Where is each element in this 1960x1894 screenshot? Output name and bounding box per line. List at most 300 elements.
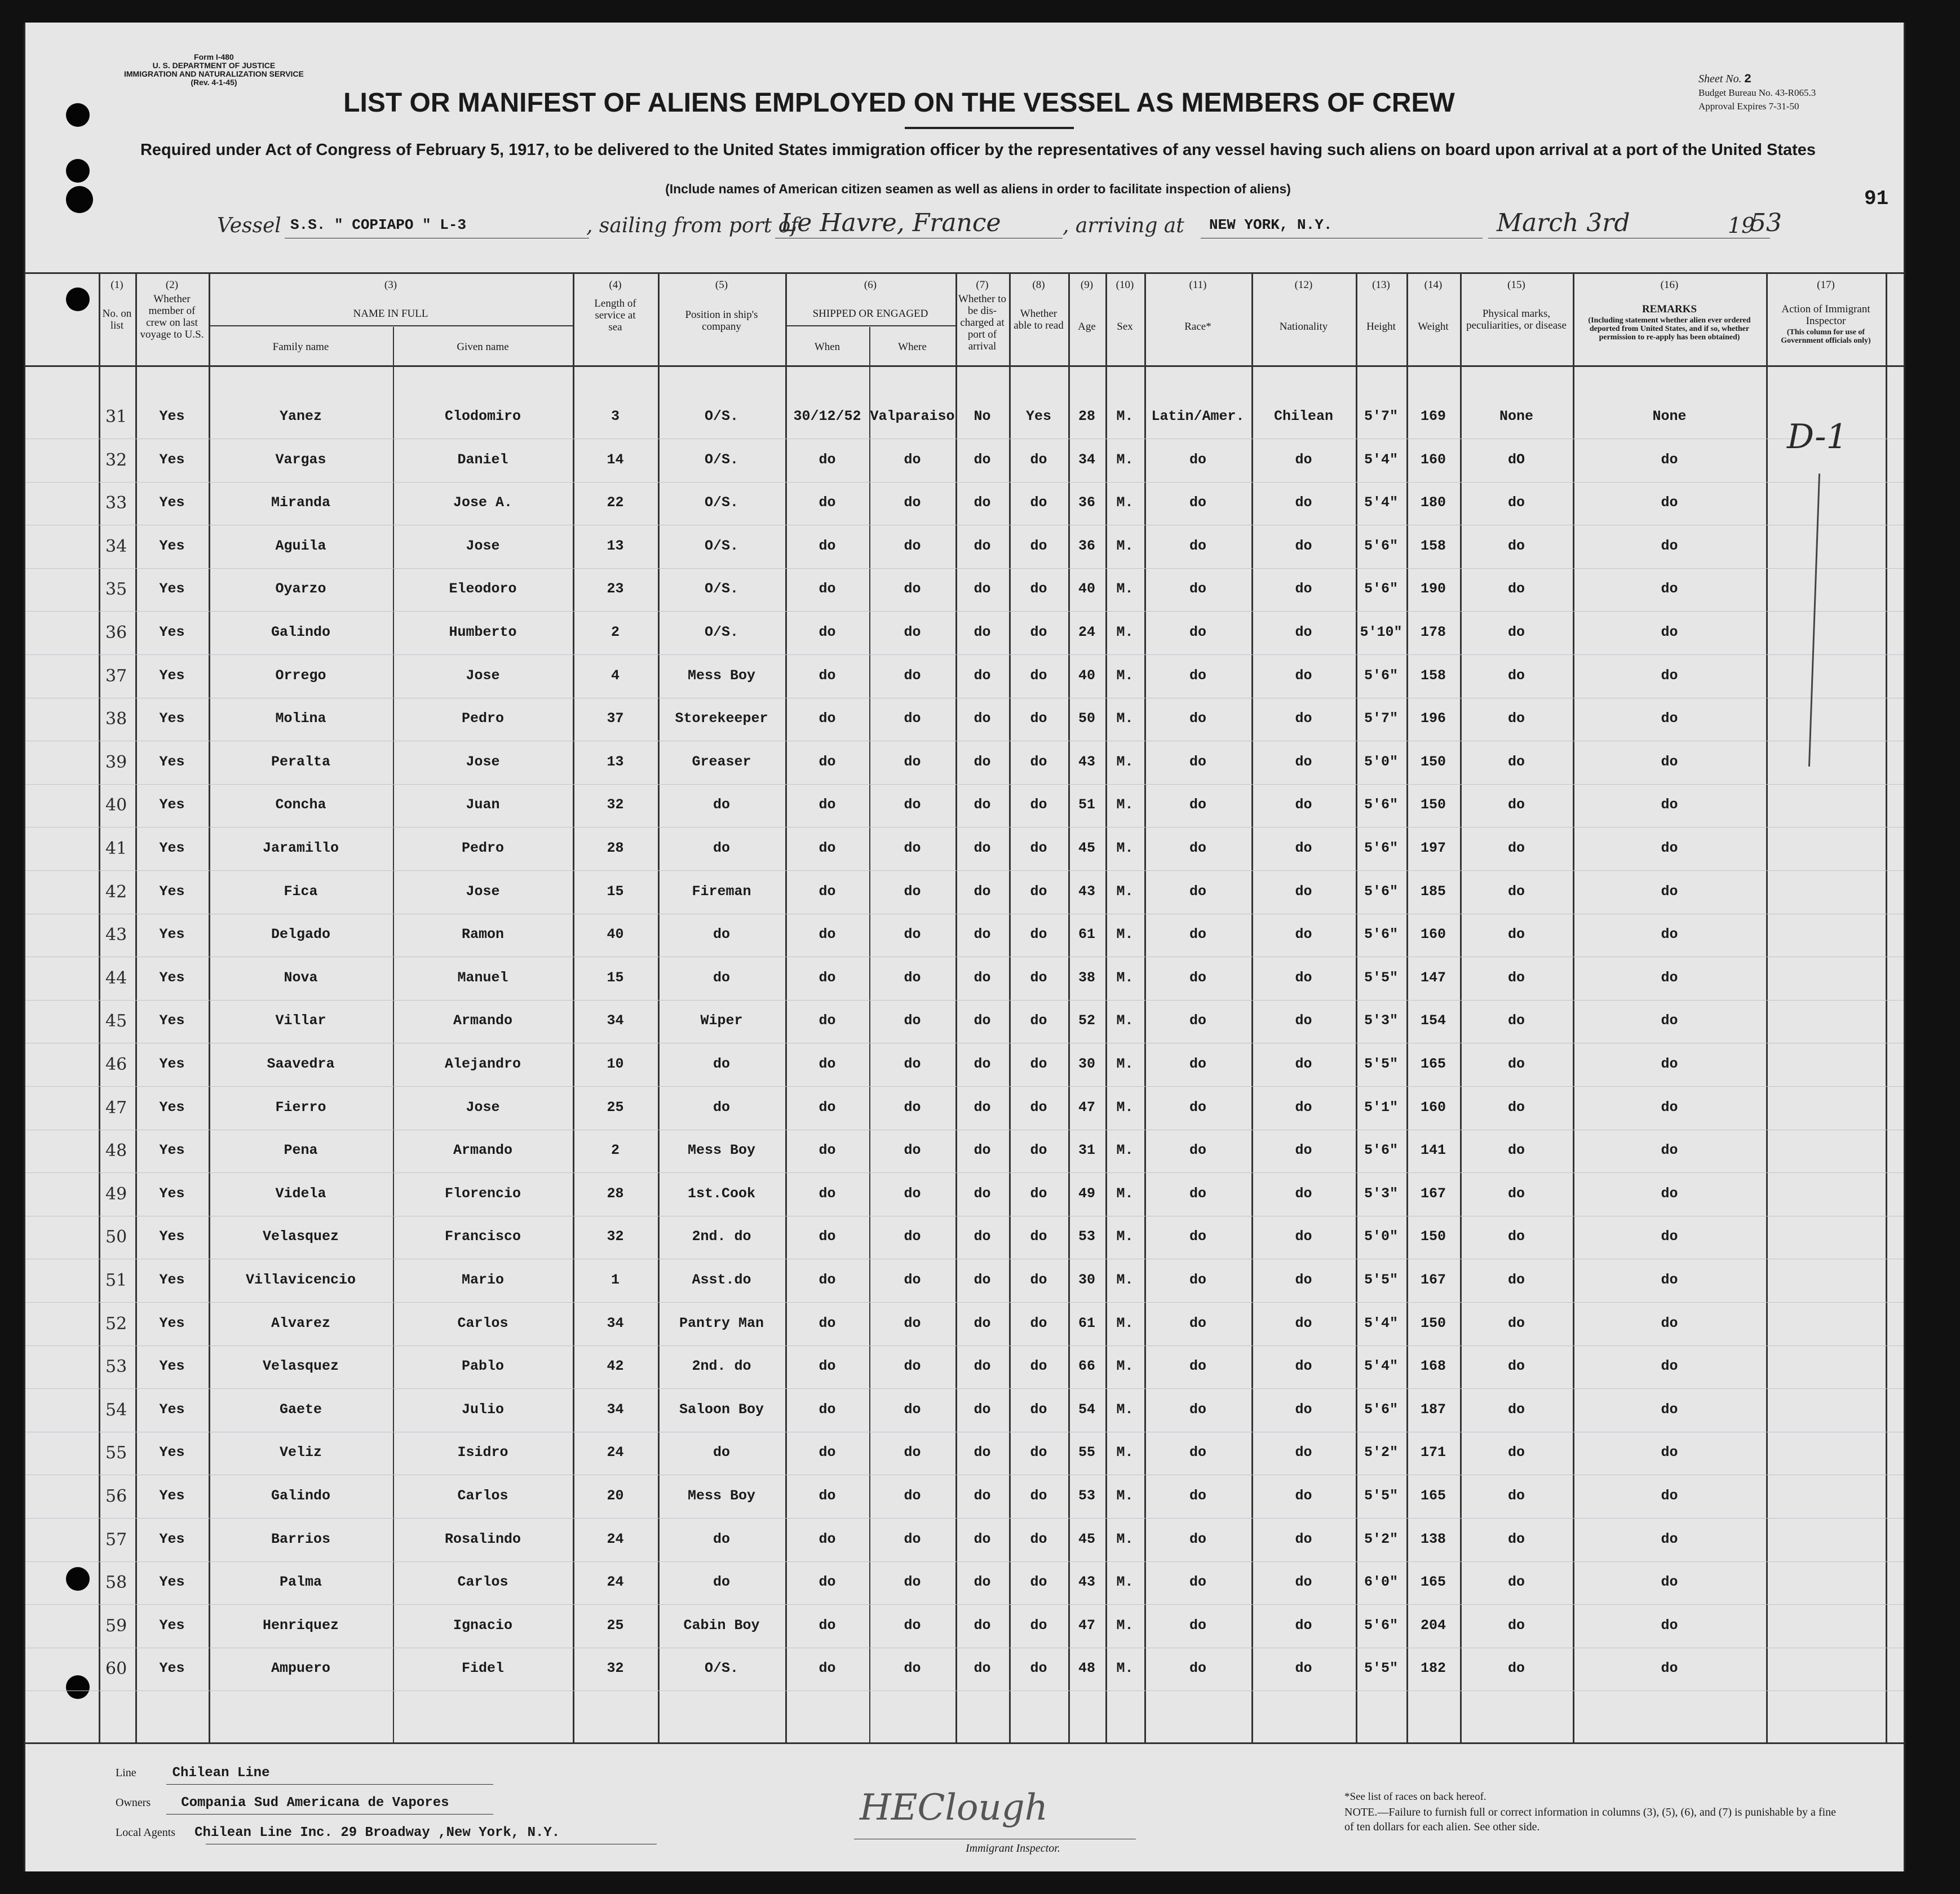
cell-height: 5'6" — [1364, 581, 1398, 597]
cell-nationality: Chilean — [1273, 408, 1334, 424]
cell-shipped-when: do — [818, 1315, 836, 1331]
row-rule — [25, 784, 1904, 785]
cell-discharge: do — [974, 1488, 991, 1504]
subtitle: Required under Act of Congress of February 5, 1917, to be delivered to the United States immigration officer by the representatives of any vessel having such aliens on board upon arrival at a port of the United States — [140, 141, 1816, 159]
cell-last-voyage: Yes — [159, 970, 185, 986]
cell-given-name: Francisco — [444, 1228, 521, 1245]
arrival-port: NEW YORK, N.Y. — [1209, 216, 1333, 233]
cell-nationality: do — [1295, 1488, 1312, 1504]
cell-discharge: do — [974, 1401, 991, 1418]
cell-age: 28 — [1078, 408, 1095, 424]
cell-position: do — [713, 840, 730, 856]
cell-family-name: Fierro — [275, 1099, 326, 1116]
cell-service: 3 — [610, 408, 620, 424]
cell-given-name: Carlos — [457, 1488, 508, 1504]
cell-able-to-read: do — [1030, 926, 1047, 942]
agents-value: Chilean Line Inc. 29 Broadway ,New York, N.Y. — [194, 1825, 560, 1840]
cell-nationality: do — [1295, 1185, 1312, 1202]
cell-given-name: Clodomiro — [444, 408, 521, 424]
cell-list-number: 31 — [105, 407, 127, 427]
cell-family-name: Galindo — [271, 1488, 331, 1504]
cell-height: 5'2" — [1364, 1531, 1398, 1547]
cell-service: 37 — [607, 710, 624, 727]
cell-position: O/S. — [704, 581, 738, 597]
sheet-number: 2 — [1744, 72, 1752, 86]
cell-race: do — [1189, 538, 1206, 554]
cell-physical-marks: do — [1507, 796, 1525, 813]
cell-last-voyage: Yes — [159, 926, 185, 942]
cell-service: 22 — [607, 494, 624, 511]
cell-remarks: do — [1661, 1099, 1678, 1116]
cell-shipped-when: do — [818, 581, 836, 597]
cell-discharge: do — [974, 452, 991, 468]
col-header-height: (13) Height — [1366, 279, 1396, 333]
cell-given-name: Mario — [461, 1272, 504, 1288]
cell-remarks: do — [1661, 1272, 1678, 1288]
cell-able-to-read: do — [1030, 1315, 1047, 1331]
sailing-label: , sailing from port of — [586, 214, 798, 237]
cell-list-number: 47 — [105, 1098, 127, 1118]
cell-nationality: do — [1295, 1315, 1312, 1331]
cell-given-name: Humberto — [449, 624, 517, 640]
cell-height: 5'6" — [1364, 667, 1398, 684]
cell-given-name: Ramon — [461, 926, 504, 942]
cell-age: 54 — [1078, 1401, 1095, 1418]
cell-list-number: 42 — [105, 882, 127, 902]
cell-position: O/S. — [704, 408, 738, 424]
cell-position: O/S. — [704, 538, 738, 554]
cell-weight: 150 — [1420, 1315, 1446, 1331]
cell-height: 5'6" — [1364, 1401, 1398, 1418]
col-header-age: (9) Age — [1078, 279, 1096, 333]
cell-sex: M. — [1116, 1488, 1134, 1504]
cell-service: 15 — [607, 970, 624, 986]
col-header-last-voyage: (2) Whether member of crew on last voyage to U.S. — [140, 279, 204, 340]
cell-family-name: Saavedra — [267, 1056, 335, 1072]
col-header-physical-marks: (15) Physical marks, peculiarities, or disease — [1466, 279, 1567, 331]
cell-sex: M. — [1116, 1660, 1134, 1676]
cell-discharge: do — [974, 1099, 991, 1116]
cell-service: 34 — [607, 1315, 624, 1331]
cell-family-name: Yanez — [279, 408, 322, 424]
cell-sex: M. — [1116, 1056, 1134, 1072]
cell-list-number: 36 — [105, 623, 127, 643]
cell-service: 34 — [607, 1012, 624, 1029]
cell-age: 50 — [1078, 710, 1095, 727]
cell-family-name: Palma — [279, 1574, 322, 1590]
cell-shipped-when: do — [818, 796, 836, 813]
col-header-family-name: Family name — [272, 341, 329, 353]
cell-weight: 150 — [1420, 796, 1446, 813]
cell-race: do — [1189, 1358, 1206, 1374]
cell-list-number: 48 — [105, 1141, 127, 1161]
cell-discharge: do — [974, 754, 991, 770]
cell-list-number: 50 — [105, 1227, 127, 1247]
cell-age: 24 — [1078, 624, 1095, 640]
cell-shipped-when: do — [818, 1056, 836, 1072]
cell-position: Mess Boy — [687, 667, 756, 684]
cell-service: 32 — [607, 1228, 624, 1245]
cell-remarks: do — [1661, 883, 1678, 900]
cell-remarks: do — [1661, 1444, 1678, 1461]
cell-sex: M. — [1116, 840, 1134, 856]
row-rule — [25, 1604, 1904, 1605]
cell-remarks: do — [1661, 970, 1678, 986]
cell-remarks: do — [1661, 452, 1678, 468]
cell-given-name: Carlos — [457, 1574, 508, 1590]
cell-service: 25 — [607, 1617, 624, 1634]
cell-physical-marks: do — [1507, 667, 1525, 684]
cell-age: 55 — [1078, 1444, 1095, 1461]
cell-sex: M. — [1116, 581, 1134, 597]
cell-nationality: do — [1295, 1056, 1312, 1072]
row-rule — [25, 1172, 1904, 1173]
row-rule — [25, 1000, 1904, 1001]
cell-shipped-where: do — [904, 494, 921, 511]
port-of-departure: Le Havre, France — [781, 209, 1001, 237]
cell-position: do — [713, 1099, 730, 1116]
cell-sex: M. — [1116, 1012, 1134, 1029]
cell-able-to-read: do — [1030, 840, 1047, 856]
cell-family-name: Concha — [275, 796, 326, 813]
cell-discharge: do — [974, 1617, 991, 1634]
cell-remarks: do — [1661, 1228, 1678, 1245]
cell-age: 66 — [1078, 1358, 1095, 1374]
cell-service: 28 — [607, 1185, 624, 1202]
cell-nationality: do — [1295, 754, 1312, 770]
cell-weight: 196 — [1420, 710, 1446, 727]
cell-weight: 204 — [1420, 1617, 1446, 1634]
cell-shipped-where: do — [904, 581, 921, 597]
cell-race: do — [1189, 1617, 1206, 1634]
cell-weight: 168 — [1420, 1358, 1446, 1374]
cell-service: 32 — [607, 796, 624, 813]
cell-given-name: Jose — [466, 754, 500, 770]
cell-able-to-read: do — [1030, 581, 1047, 597]
cell-height: 5'6" — [1364, 840, 1398, 856]
cell-age: 36 — [1078, 538, 1095, 554]
col-header-when: When — [814, 341, 840, 353]
cell-list-number: 32 — [105, 450, 127, 470]
cell-family-name: Vargas — [275, 452, 326, 468]
cell-physical-marks: do — [1507, 1185, 1525, 1202]
cell-age: 49 — [1078, 1185, 1095, 1202]
cell-sex: M. — [1116, 1574, 1134, 1590]
cell-height: 5'6" — [1364, 883, 1398, 900]
cell-position: do — [713, 926, 730, 942]
cell-shipped-when: do — [818, 1142, 836, 1158]
cell-shipped-where: do — [904, 452, 921, 468]
cell-given-name: Fidel — [461, 1660, 504, 1676]
note-text: —Failure to furnish full or correct information in columns (3), (5), (6), and (7) is punishable by a fine of ten dollars for each alien. See other side. — [1344, 1806, 1837, 1833]
cell-shipped-when: do — [818, 1401, 836, 1418]
cell-race: do — [1189, 1401, 1206, 1418]
cell-last-voyage: Yes — [159, 1056, 185, 1072]
cell-able-to-read: do — [1030, 1531, 1047, 1547]
cell-physical-marks: do — [1507, 1228, 1525, 1245]
cell-service: 20 — [607, 1488, 624, 1504]
cell-race: do — [1189, 1056, 1206, 1072]
cell-shipped-when: do — [818, 1660, 836, 1676]
form-revision: (Rev. 4-1-45) — [191, 78, 237, 87]
cell-list-number: 33 — [105, 493, 127, 513]
cell-nationality: do — [1295, 796, 1312, 813]
cell-race: do — [1189, 667, 1206, 684]
form-service: IMMIGRATION AND NATURALIZATION SERVICE — [124, 69, 304, 78]
cell-shipped-when: do — [818, 1228, 836, 1245]
cell-height: 5'4" — [1364, 452, 1398, 468]
cell-shipped-where: do — [904, 1444, 921, 1461]
cell-sex: M. — [1116, 494, 1134, 511]
cell-able-to-read: do — [1030, 1401, 1047, 1418]
cell-list-number: 40 — [105, 795, 127, 815]
cell-physical-marks: do — [1507, 1099, 1525, 1116]
agents-label: Local Agents — [116, 1826, 176, 1839]
cell-weight: 138 — [1420, 1531, 1446, 1547]
cell-height: 5'1" — [1364, 1099, 1398, 1116]
cell-race: do — [1189, 970, 1206, 986]
cell-race: do — [1189, 710, 1206, 727]
cell-position: 1st.Cook — [687, 1185, 756, 1202]
cell-race: do — [1189, 452, 1206, 468]
cell-position: Storekeeper — [675, 710, 768, 727]
cell-family-name: Gaete — [279, 1401, 322, 1418]
cell-given-name: Jose — [466, 667, 500, 684]
cell-nationality: do — [1295, 1617, 1312, 1634]
inspector-signature: HEClough — [860, 1787, 1048, 1829]
cell-physical-marks: do — [1507, 1358, 1525, 1374]
cell-last-voyage: Yes — [159, 1531, 185, 1547]
cell-list-number: 35 — [105, 579, 127, 599]
cell-given-name: Carlos — [457, 1315, 508, 1331]
cell-given-name: Daniel — [457, 452, 508, 468]
cell-shipped-where: do — [904, 1531, 921, 1547]
cell-given-name: Isidro — [457, 1444, 508, 1461]
cell-remarks: do — [1661, 494, 1678, 511]
cell-sex: M. — [1116, 538, 1134, 554]
cell-service: 28 — [607, 840, 624, 856]
cell-weight: 150 — [1420, 754, 1446, 770]
cell-discharge: do — [974, 1012, 991, 1029]
cell-height: 5'6" — [1364, 538, 1398, 554]
col-header-position: (5) Position in ship's company — [685, 279, 758, 333]
cell-remarks: do — [1661, 538, 1678, 554]
cell-discharge: do — [974, 1272, 991, 1288]
cell-family-name: Nova — [284, 970, 318, 986]
cell-last-voyage: Yes — [159, 624, 185, 640]
cell-family-name: Villar — [275, 1012, 326, 1029]
cell-shipped-where: do — [904, 970, 921, 986]
cell-given-name: Pedro — [461, 840, 504, 856]
cell-height: 6'0" — [1364, 1574, 1398, 1590]
cell-race: do — [1189, 1099, 1206, 1116]
cell-sex: M. — [1116, 624, 1134, 640]
cell-age: 30 — [1078, 1272, 1095, 1288]
cell-age: 40 — [1078, 581, 1095, 597]
cell-nationality: do — [1295, 1142, 1312, 1158]
cell-able-to-read: do — [1030, 883, 1047, 900]
cell-height: 5'5" — [1364, 1660, 1398, 1676]
cell-nationality: do — [1295, 667, 1312, 684]
cell-race: do — [1189, 840, 1206, 856]
cell-weight: 141 — [1420, 1142, 1446, 1158]
cell-position: Pantry Man — [679, 1315, 764, 1331]
cell-shipped-when: do — [818, 754, 836, 770]
cell-age: 34 — [1078, 452, 1095, 468]
cell-position: do — [713, 1574, 730, 1590]
row-rule — [25, 1518, 1904, 1519]
arrival-date: March 3rd — [1497, 209, 1630, 237]
cell-given-name: Julio — [461, 1401, 504, 1418]
cell-able-to-read: do — [1030, 1142, 1047, 1158]
cell-race: do — [1189, 494, 1206, 511]
cell-physical-marks: do — [1507, 1574, 1525, 1590]
cell-race: do — [1189, 581, 1206, 597]
footer-line-row — [116, 1765, 269, 1781]
cell-remarks: do — [1661, 754, 1678, 770]
cell-family-name: Barrios — [271, 1531, 331, 1547]
cell-age: 30 — [1078, 1056, 1095, 1072]
row-rule — [25, 870, 1904, 871]
cell-position: Greaser — [692, 754, 751, 770]
col-header-given-name: Given name — [457, 341, 509, 353]
cell-service: 40 — [607, 926, 624, 942]
cell-service: 24 — [607, 1574, 624, 1590]
cell-shipped-where: do — [904, 840, 921, 856]
cell-discharge: do — [974, 538, 991, 554]
cell-shipped-where: do — [904, 1574, 921, 1590]
cell-shipped-where: do — [904, 1358, 921, 1374]
cell-age: 43 — [1078, 883, 1095, 900]
cell-physical-marks: do — [1507, 1444, 1525, 1461]
cell-service: 10 — [607, 1056, 624, 1072]
cell-shipped-where: do — [904, 667, 921, 684]
cell-physical-marks: do — [1507, 1531, 1525, 1547]
cell-sex: M. — [1116, 1617, 1134, 1634]
owners-value: Compania Sud Americana de Vapores — [181, 1795, 449, 1811]
cell-race: do — [1189, 1444, 1206, 1461]
cell-remarks: do — [1661, 624, 1678, 640]
cell-given-name: Juan — [466, 796, 500, 813]
cell-nationality: do — [1295, 926, 1312, 942]
cell-list-number: 34 — [105, 537, 127, 556]
cell-family-name: Miranda — [271, 494, 331, 511]
cell-discharge: do — [974, 710, 991, 727]
cell-discharge: do — [974, 926, 991, 942]
cell-last-voyage: Yes — [159, 1358, 185, 1374]
cell-weight: 180 — [1420, 494, 1446, 511]
cell-position: Saloon Boy — [679, 1401, 764, 1418]
cell-family-name: Molina — [275, 710, 326, 727]
cell-sex: M. — [1116, 667, 1134, 684]
cell-weight: 178 — [1420, 624, 1446, 640]
crew-table-body — [25, 23, 1904, 1871]
approval-expires: Approval Expires 7-31-50 — [1698, 101, 1799, 112]
cell-position: Asst.do — [692, 1272, 751, 1288]
cell-weight: 150 — [1420, 1228, 1446, 1245]
cell-physical-marks: do — [1507, 883, 1525, 900]
year-prefix: 19 — [1728, 213, 1755, 238]
cell-height: 5'4" — [1364, 494, 1398, 511]
cell-sex: M. — [1116, 1401, 1134, 1418]
cell-weight: 154 — [1420, 1012, 1446, 1029]
cell-family-name: Veliz — [279, 1444, 322, 1461]
footer-owners-row — [116, 1795, 449, 1811]
cell-discharge: do — [974, 494, 991, 511]
cell-physical-marks: dO — [1507, 452, 1525, 468]
cell-list-number: 43 — [105, 925, 127, 945]
cell-sex: M. — [1116, 1228, 1134, 1245]
cell-nationality: do — [1295, 840, 1312, 856]
cell-race: do — [1189, 1660, 1206, 1676]
cell-remarks: do — [1661, 1358, 1678, 1374]
cell-shipped-when: do — [818, 452, 836, 468]
cell-last-voyage: Yes — [159, 710, 185, 727]
cell-list-number: 41 — [105, 839, 127, 859]
cell-sex: M. — [1116, 1099, 1134, 1116]
cell-sex: M. — [1116, 926, 1134, 942]
cell-weight: 160 — [1420, 926, 1446, 942]
cell-list-number: 37 — [105, 666, 127, 686]
cell-service: 1 — [610, 1272, 620, 1288]
cell-physical-marks: do — [1507, 1272, 1525, 1288]
cell-sex: M. — [1116, 1358, 1134, 1374]
line-label: Line — [116, 1767, 136, 1779]
cell-shipped-where: do — [904, 754, 921, 770]
cell-position: O/S. — [704, 452, 738, 468]
cell-remarks: do — [1661, 1488, 1678, 1504]
cell-position: Mess Boy — [687, 1142, 756, 1158]
cell-nationality: do — [1295, 1444, 1312, 1461]
cell-last-voyage: Yes — [159, 581, 185, 597]
cell-weight: 185 — [1420, 883, 1446, 900]
cell-service: 15 — [607, 883, 624, 900]
cell-shipped-when: do — [818, 926, 836, 942]
cell-height: 5'6" — [1364, 796, 1398, 813]
cell-service: 2 — [610, 1142, 620, 1158]
cell-height: 5'10" — [1360, 624, 1402, 640]
col-header-inspector-action: (17) Action of Immigrant Inspector (This column for use of Government officials only) — [1781, 279, 1871, 345]
cell-remarks: do — [1661, 926, 1678, 942]
cell-list-number: 59 — [105, 1616, 127, 1636]
cell-service: 42 — [607, 1358, 624, 1374]
cell-height: 5'5" — [1364, 970, 1398, 986]
cell-shipped-when: do — [818, 1099, 836, 1116]
cell-race: do — [1189, 1012, 1206, 1029]
cell-shipped-where: do — [904, 1272, 921, 1288]
form-number: Form I-480 — [194, 52, 234, 61]
cell-position: O/S. — [704, 1660, 738, 1676]
cell-nationality: do — [1295, 1574, 1312, 1590]
col-header-shipped: (6) SHIPPED OR ENGAGED — [812, 279, 928, 320]
cell-sex: M. — [1116, 1142, 1134, 1158]
cell-shipped-where: do — [904, 710, 921, 727]
cell-given-name: Florencio — [444, 1185, 521, 1202]
cell-discharge: do — [974, 796, 991, 813]
cell-position: O/S. — [704, 624, 738, 640]
cell-race: do — [1189, 1488, 1206, 1504]
cell-weight: 167 — [1420, 1185, 1446, 1202]
cell-height: 5'4" — [1364, 1315, 1398, 1331]
cell-shipped-where: do — [904, 1315, 921, 1331]
col-header-no: (1) No. on list — [102, 279, 132, 331]
col-header-where: Where — [898, 341, 927, 353]
cell-list-number: 46 — [105, 1055, 127, 1074]
cell-service: 13 — [607, 538, 624, 554]
cell-height: 5'7" — [1364, 710, 1398, 727]
cell-last-voyage: Yes — [159, 1660, 185, 1676]
cell-last-voyage: Yes — [159, 1444, 185, 1461]
